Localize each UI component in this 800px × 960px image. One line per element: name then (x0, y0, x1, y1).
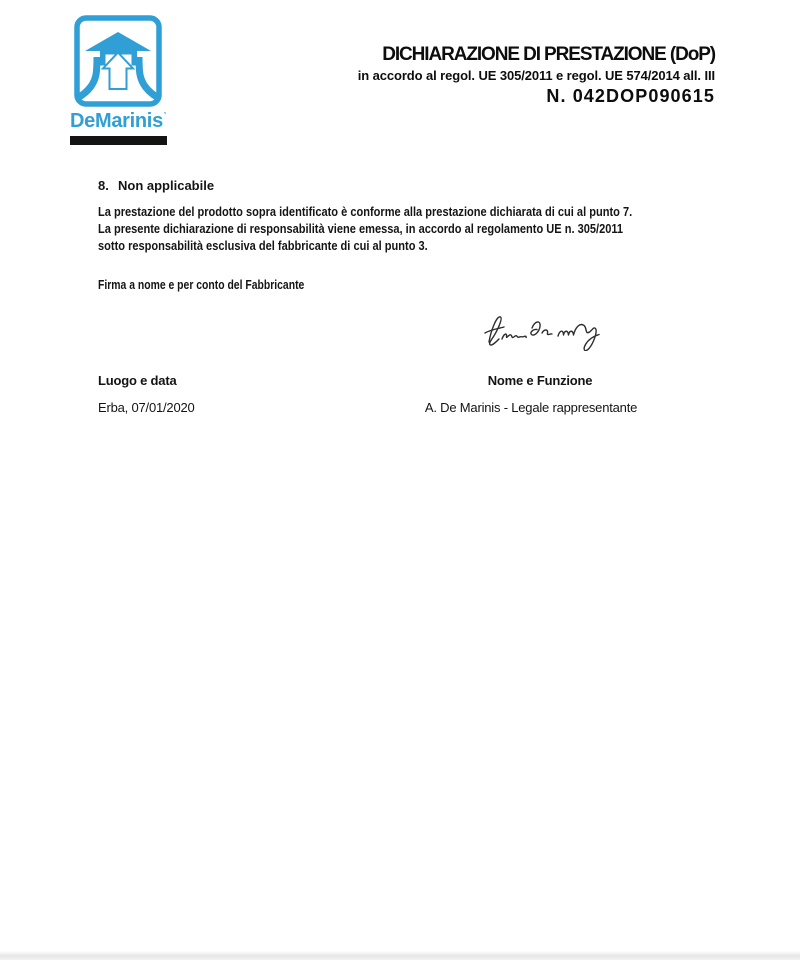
document-body (98, 178, 758, 292)
signature-stroke (558, 325, 599, 351)
signature-caption: Firma a nome e per conto del Fabbricante (98, 277, 305, 292)
document-header (358, 45, 715, 106)
place-date-value: Erba, 07/01/2020 (98, 400, 195, 415)
paragraph-line: La presente dichiarazione di responsabilità viene emessa, in accordo al regolamento UE n. 305/2011 (98, 221, 624, 236)
dop-number: N. 042DOP090615 (546, 86, 715, 106)
clause-text: Non applicabile (118, 178, 215, 193)
brand-trademark: ’ (163, 111, 166, 120)
demarinis-emblem-icon (74, 15, 162, 107)
document-subtitle: in accordo al regol. UE 305/2011 e regol. UE 574/2014 all. III (357, 68, 715, 83)
brand-text: DeMarinis (70, 110, 163, 132)
signature-scribble (478, 306, 603, 351)
brand-name (70, 110, 170, 133)
paragraph-line: sotto responsabilità esclusiva del fabbricante di cui al punto 3. (98, 238, 428, 253)
conformity-paragraph (98, 203, 659, 254)
emblem-up-arrow (103, 53, 133, 90)
emblem-left-leg (79, 57, 97, 97)
place-date-label: Luogo e data (98, 373, 177, 388)
emblem-roof-triangle (85, 32, 151, 51)
paragraph-line: La prestazione del prodotto sopra identificato è conforme alla prestazione dichiarata di cui al punto 7. (98, 204, 633, 219)
name-function-label: Nome e Funzione (487, 373, 593, 388)
signature-stroke (502, 334, 526, 339)
name-function-value: A. De Marinis - Legale rappresentante (424, 400, 638, 415)
document-title: DICHIARAZIONE DI PRESTAZIONE (DoP) (382, 44, 715, 65)
emblem-right-leg (139, 57, 157, 97)
signature-stroke (485, 327, 504, 333)
clause-number: 8. (98, 178, 109, 193)
brand-underline (70, 136, 167, 145)
signature-stroke (531, 322, 552, 335)
clause-8 (98, 178, 758, 194)
page-bottom-edge (0, 951, 800, 960)
